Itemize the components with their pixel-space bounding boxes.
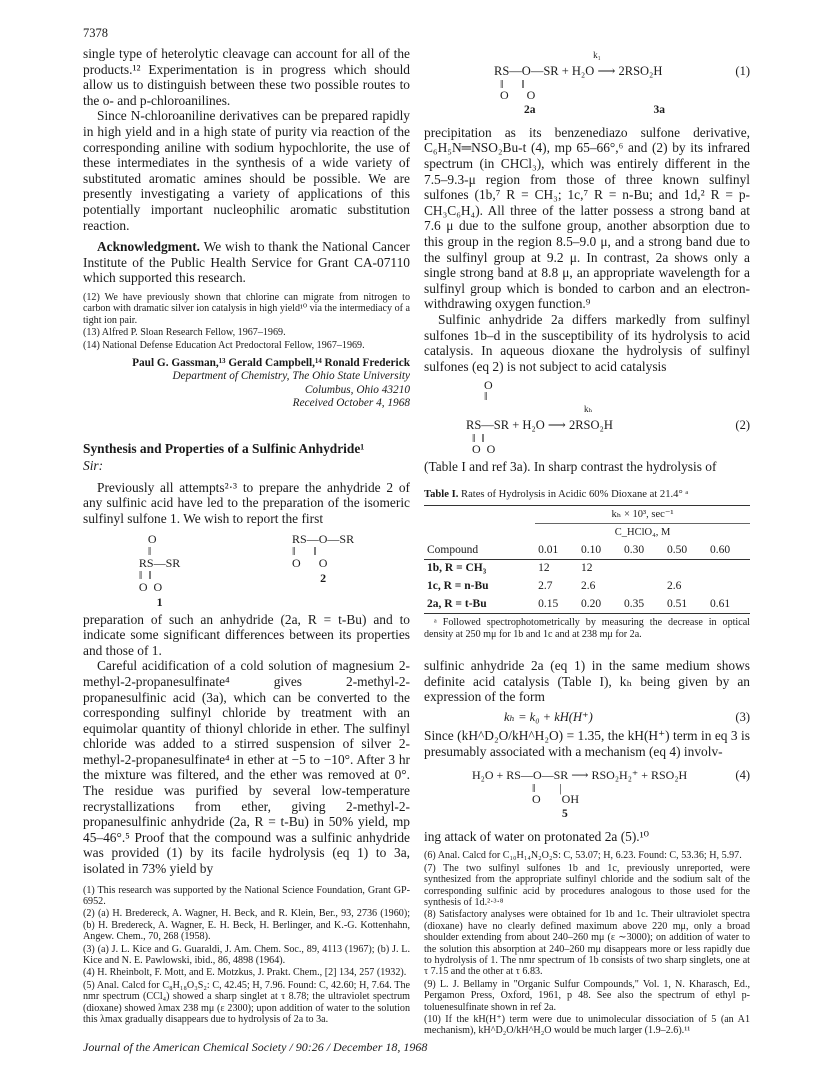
table-caption-label: Table I. — [424, 489, 459, 501]
table-cell: 2.6 — [666, 580, 682, 593]
affiliation-line-2: Columbus, Ohio 43210 — [304, 383, 410, 396]
left-paragraph-3: Previously all attempts²·³ to prepare the anhydride 2 of any sulfinic acid have led to the preparation of the isomeric sulfinyl sulfone 1. We wish to report the first — [83, 479, 410, 526]
received-date: Received October 4, 1968 — [292, 397, 410, 410]
table-cell: 0.35 — [621, 596, 664, 614]
footnote-7: (7) The two sulfinyl sulfones 1b and 1c, previously unreported, were synthesized from the appropriate sulfinyl chloride and the sodium salt of the corresponding sulfinic acid by procedures analogous to those used for the synthesis of 1d.²·³·⁸ — [424, 862, 750, 908]
table-cell: 2.6 — [581, 580, 596, 593]
right-paragraph-2: Sulfinic anhydride 2a differs markedly from sulfinyl sulfones 1b–d in the susceptibility of its hydrolysis to acid catalysis. In aqueous dioxane the hydrolysis of sulfinyl sulfones (eq 2) is not subject to acid catalysis — [424, 311, 750, 374]
equation-1-number: (1) — [735, 63, 750, 78]
author-block — [83, 357, 410, 411]
right-paragraph-3: (Table I and ref 3a). In sharp contrast the hydrolysis of — [424, 459, 717, 475]
equation-1-text: RS—O—SR + H₂O ⟶ 2RSO₂H — [494, 63, 663, 78]
table-cell: 1b, R = CH₃ — [424, 560, 535, 578]
structure-2-label: 2 — [320, 570, 327, 585]
acknowledgment-label: Acknowledgment. — [97, 239, 201, 255]
equation-4-number: (4) — [735, 767, 750, 782]
footnote-3: (3) (a) J. L. Kice and G. Guaraldi, J. Am. Chem. Soc., 89, 4113 (1967); (b) J. L. Kice and N. E. Pawlowski, ibid., 86, 4898 (1964). — [83, 943, 410, 967]
acknowledgment-text: We wish to thank the National Cancer Institute of the Public Health Service for Grant CA-07110 which supported this research. — [83, 239, 410, 286]
table-cell: 1c, R = n-Bu — [427, 580, 489, 593]
article-title: Synthesis and Properties of a Sulfinic Anhydride¹ — [83, 440, 365, 456]
table-cell: 2a, R = t-Bu — [424, 596, 535, 614]
equation-2-text: RS—SR + H₂O ⟶ 2RSO₂H — [466, 417, 613, 432]
structure-2: RS—O—SR ‖ ‖ O O 2 — [292, 531, 355, 585]
equation-2-number: (2) — [735, 417, 750, 432]
equation-1-label-a: 2a — [524, 104, 536, 117]
footnotes-bottom — [83, 885, 410, 1026]
table-cell: 0.51 — [664, 596, 707, 614]
right-paragraph-5: Since (kH^D₂O/kH^H₂O) = 1.35, the kH(H⁺) term in eq 3 is presumably associated with a mechanism (eq 4) involv- — [424, 728, 750, 759]
author-names: Paul G. Gassman,¹³ Gerald Campbell,¹⁴ Ronald Frederick — [132, 356, 410, 369]
footnote-10: (10) If the kH(H⁺) term were due to unimolecular dissociation of 5 (an A1 mechanism), kH^D₂O/kH^H₂O would be much larger (1.9–2.6).¹¹ — [424, 1014, 750, 1037]
equation-1-bonds: ‖ ‖ O O — [500, 77, 536, 103]
rates-table — [424, 505, 750, 615]
table-cell: 0.61 — [707, 596, 750, 614]
footnote-1: (1) This research was supported by the National Science Foundation, Grant GP-6952. — [83, 884, 410, 908]
table-caption-text: Rates of Hydrolysis in Acidic 60% Dioxane at 21.4° ᵃ — [458, 489, 689, 501]
equation-4-bonds: ‖ | O OH — [532, 781, 579, 807]
equation-1-label-b: 3a — [653, 104, 665, 117]
table-cell: 2.7 — [538, 580, 553, 593]
footnote-5: (5) Anal. Calcd for C₈H₁₈O₃S₂: C, 42.45; H, 7.96. Found: C, 42.60; H, 7.64. The nmr spectrum (CCl₄) showed a sharp singlet at τ 8.78; the ultraviolet spectrum (dioxane) showed λmax 238 mμ (ε 2300); upon addition of water to the solution this λmax gradually disappears due to hydrolysis of 2a to 3a. — [83, 979, 410, 1026]
equation-3 — [424, 710, 750, 726]
footnotes-right — [424, 850, 750, 1037]
page-number: 7378 — [83, 26, 108, 40]
table-header-rate: kₕ × 10³, sec⁻¹ — [535, 505, 750, 524]
left-paragraph-4: preparation of such an anhydride (2a, R = t-Bu) and to indicate some significant differences between its properties and those of 1. — [83, 611, 410, 658]
table-header-acid: C_HClO₄, M — [535, 524, 750, 542]
right-paragraph-4: sulfinic anhydride 2a (eq 1) in the same medium shows definite acid catalysis (Table I), kₕ being given by an expression of the form — [424, 658, 750, 705]
affiliation-line-1: Department of Chemistry, The Ohio State University — [172, 370, 410, 383]
structure-1: O ‖ RS—SR ‖ ‖ O O 1 — [138, 531, 181, 609]
table-cell — [664, 560, 707, 578]
table-cell — [707, 560, 750, 578]
equation-2-rate: kₕ — [584, 404, 593, 415]
table-col: 0.30 — [624, 543, 645, 556]
equation-4-label: 5 — [562, 808, 568, 821]
equation-1 — [424, 48, 750, 119]
footnotes-top — [83, 292, 410, 351]
table-cell: 0.20 — [578, 596, 621, 614]
journal-footer: Journal of the American Chemical Society / 90:26 / December 18, 1968 — [83, 1040, 428, 1054]
equation-2-top: O ‖ — [484, 378, 493, 404]
table-col-compound: Compound — [427, 543, 479, 556]
footnote-4: (4) H. Rheinbolt, F. Mott, and E. Motzkus, J. Prakt. Chem., [2] 134, 257 (1932). — [83, 967, 407, 979]
structure-1-label: 1 — [156, 594, 163, 609]
footnote-2: (2) (a) H. Bredereck, A. Wagner, H. Beck, and R. Klein, Ber., 93, 2736 (1960); (b) H. Bredereck, A. Wagner, E. H. Beck, H. Berlinger, and K.-G. Kottenhahn, Angew. Chem., 70, 268 (1958). — [83, 908, 410, 943]
footnote-6: (6) Anal. Calcd for C₁₀H₁₄N₂O₂S: C, 53.07; H, 6.23. Found: C, 53.36; H, 5.97. — [424, 850, 742, 862]
acknowledgment — [83, 239, 410, 286]
footnote-14: (14) National Defense Education Act Predoctoral Fellow, 1967–1969. — [83, 339, 365, 351]
table-col: 0.60 — [709, 543, 731, 556]
equation-1-rate: k₁ — [593, 50, 601, 60]
table-cell — [621, 578, 664, 596]
salutation: Sir: — [83, 458, 104, 474]
left-column — [83, 46, 410, 1027]
table-col: 0.01 — [538, 543, 559, 556]
right-paragraph-1: precipitation as its benzenediazo sulfone derivative, C₆H₅N═NSO₂Bu-t (4), mp 65–66°,⁶ and (2) by its infrared spectrum (in CHCl₃), which was entirely different in the 7.5–9.3-μ region from those of three known sulfinyl sulfones (1b,⁷ R = CH₃; 1c,⁷ R = n-Bu; and 1d,² R = p-CH₃C₆H₄). All three of the latter possess a strong band at 7.6 μ due to the sulfone group, another absorption due to this group in the region 8.5–9.0 μ, and a strong band due to the sulfinyl group at 9.2 μ. In contrast, 2a shows only a single strong band at 8.8 μ, an appropriate wavelength for a sulfinyl group which is bonded to carbon and an electron-withdrawing oxygen function.⁹ — [424, 124, 750, 312]
table-caption — [424, 487, 750, 503]
table-cell: 12 — [535, 560, 578, 578]
table-cell: 12 — [578, 560, 621, 578]
equation-2 — [424, 380, 750, 455]
table-cell — [621, 560, 664, 578]
equation-4 — [424, 768, 750, 823]
table-cell: 0.15 — [535, 596, 578, 614]
equation-4-text: H₂O + RS—O—SR ⟶ RSO₂H₂⁺ + RSO₂H — [472, 767, 688, 782]
equation-3-number: (3) — [735, 709, 750, 724]
table-cell — [707, 578, 750, 596]
left-paragraph-1: single type of heterolytic cleavage can account for all of the products.¹² Experimentation is in progress which should allow us to distinguish between these two possible routes to the o- and p-chloroanilines. — [83, 46, 410, 108]
footnote-8: (8) Satisfactory analyses were obtained for 1b and 1c. Their ultraviolet spectra (dioxane) have no clearly defined maximum above 220 mμ, only a broad shoulder extending from about 240–260 mμ (ε ∼3000); on addition of water to the solution this absorption at 240–260 mμ disappears more or less rapidly due to hydrolysis of 1. The nmr spectrum of 1b consists of two sharp singlets, one at τ 7.15 and the other at τ 6.83. — [424, 909, 750, 978]
table-footnote: ᵃ Followed spectrophotometrically by measuring the decrease in optical density at 250 mμ for 1b and 1c and at 238 mμ for 2a. — [424, 617, 750, 640]
right-column — [424, 46, 750, 1038]
equation-2-bonds: ‖ ‖ O O — [472, 431, 496, 457]
table-col: 0.10 — [581, 543, 602, 556]
footnote-13: (13) Alfred P. Sloan Research Fellow, 1967–1969. — [83, 327, 286, 339]
footnote-9: (9) L. J. Bellamy in "Organic Sulfur Compounds," Vol. 1, N. Kharasch, Ed., Pergamon Press, Oxford, 1961, p 48. See also the spectrum of ethyl p-toluenesulfinate shown in ref 2a. — [424, 978, 750, 1013]
footnote-12: (12) We have previously shown that chlorine can migrate from nitrogen to carbon with dramatic silver ion catalysis in high yield¹⁰ via the intermediacy of a tight ion pair. — [83, 291, 410, 326]
equation-3-text: kₕ = k₀ + kH(H⁺) — [504, 709, 593, 724]
structure-diagrams — [83, 533, 410, 608]
left-paragraph-2: Since N-chloroaniline derivatives can be prepared rapidly in high yield and in a high state of purity via reaction of the corresponding aniline with sodium hypochlorite, the use of these intermediates in the synthesis of a wide variety of substituted aromatic amines should be possible. We are presently investigating a variety of applications of this potentially important nucleophilic aromatic substitution reaction. — [83, 108, 410, 233]
right-paragraph-6: ing attack of water on protonated 2a (5).¹⁰ — [424, 828, 650, 844]
table-col: 0.50 — [666, 543, 688, 556]
left-paragraph-5: Careful acidification of a cold solution of magnesium 2-methyl-2-propanesulfinate⁴ gives 2-methyl-2-propanesulfinic acid (3a), which can be converted to the corresponding sulfinyl chloride by treatment with an equimolar quantity of thionyl chloride in ether. The sulfinyl chloride was added to a stirred suspension of silver 2-methyl-2-propanesulfinate⁴ in ether at −5 to −10°. After 3 hr the mixture was filtered, and the ether was removed at 0°. The residue was purified by several low-temperature recrystallizations from ether, giving 2-methyl-2-propanesulfinic anhydride (2a, R = t-Bu) in 50% yield, mp 45–46°.⁵ Proof that the compound was a sulfinic anhydride was provided (1) by its facile hydrolysis (eq 1) to 3a, isolated in 73% yield by — [83, 658, 410, 877]
